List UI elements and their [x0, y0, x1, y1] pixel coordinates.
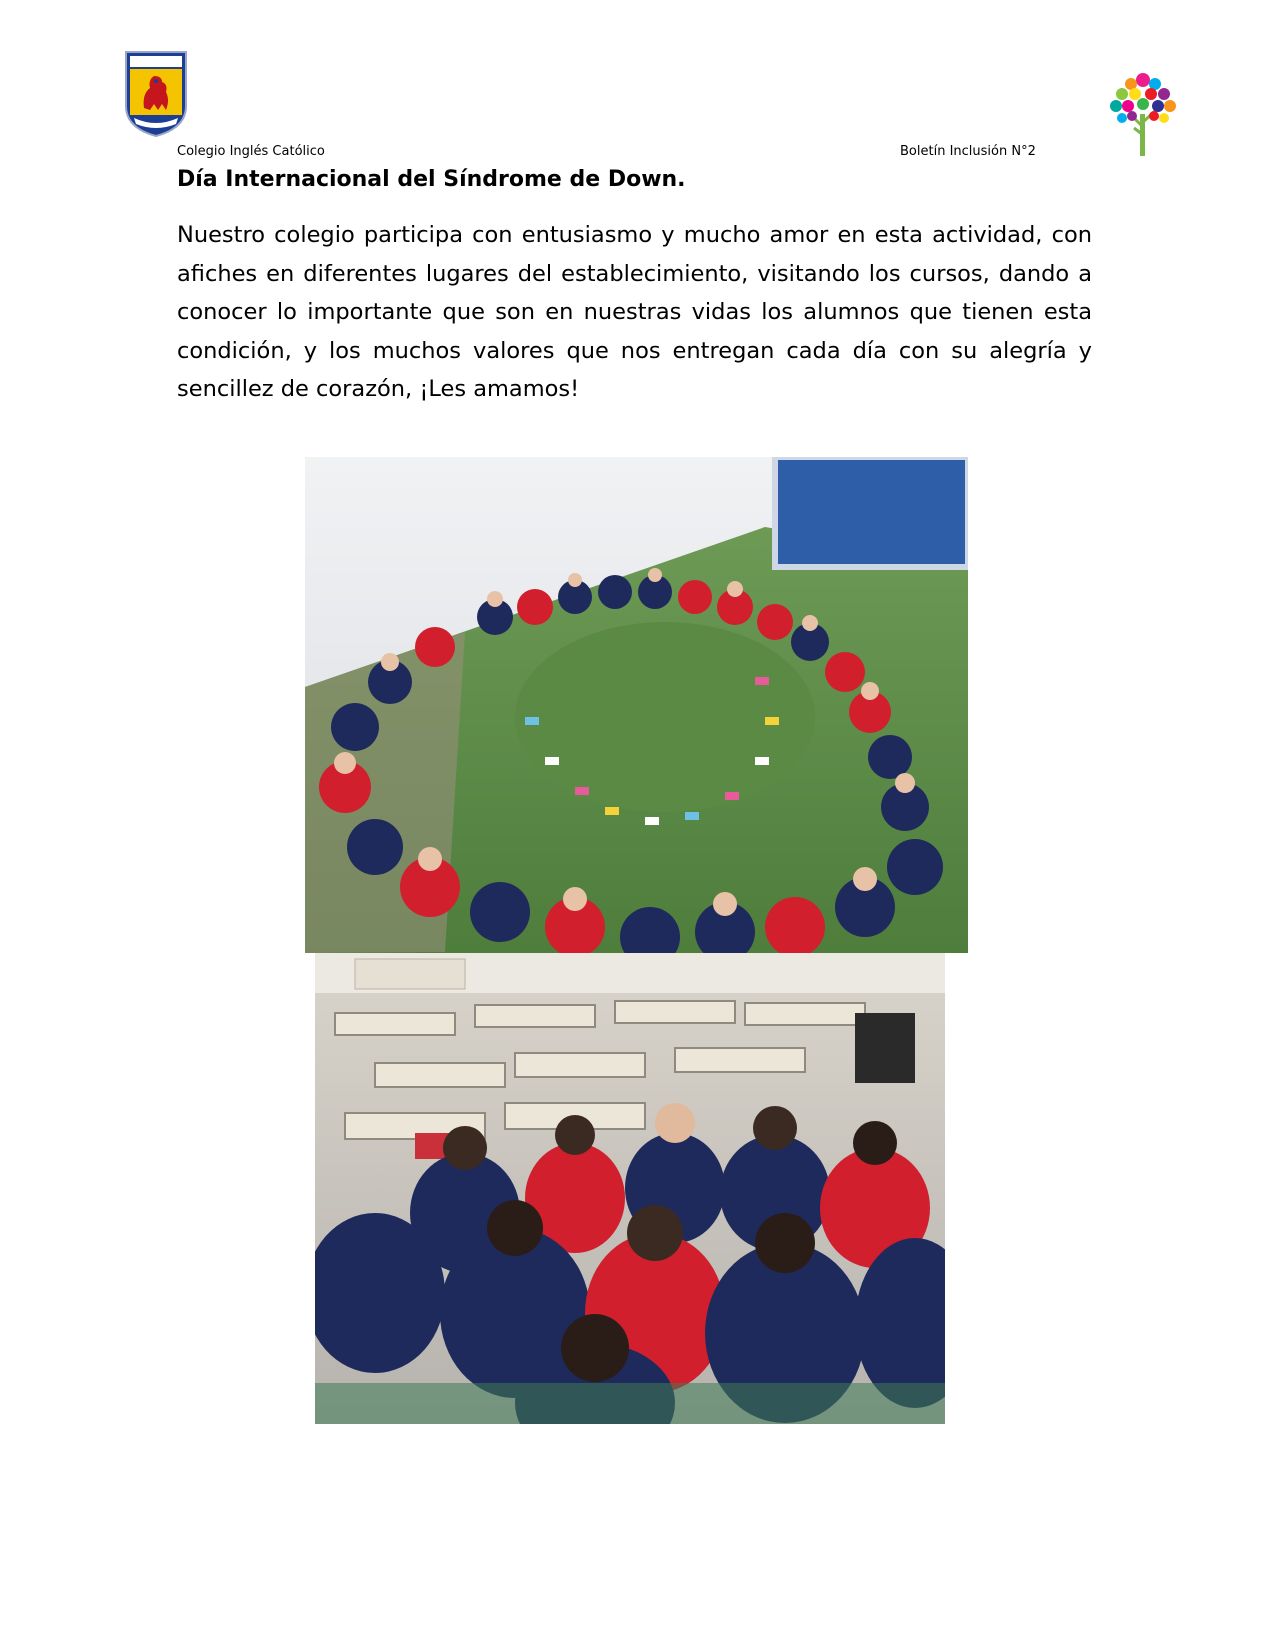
inclusion-tree-icon: [1104, 66, 1182, 158]
bulletin-number: Boletín Inclusión N°2: [900, 144, 1036, 159]
article-title: Día Internacional del Síndrome de Down.: [177, 167, 686, 192]
school-name: Colegio Inglés Católico: [177, 144, 325, 159]
school-crest-icon: [122, 48, 190, 138]
article-body: Nuestro colegio participa con entusiasmo y mucho amor en esta actividad, con afiches en diferentes lugares del establecimiento, visitando los cursos, dando a conocer lo importante que son en nuestras vidas los alumnos que tienen esta condición, y los muchos valores que nos entregan cada día con su alegría y sencillez de corazón, ¡Les amamos!: [177, 222, 1092, 402]
photo-classroom-students-icon: [315, 953, 945, 1424]
photo-students-circle-icon: [305, 457, 968, 953]
